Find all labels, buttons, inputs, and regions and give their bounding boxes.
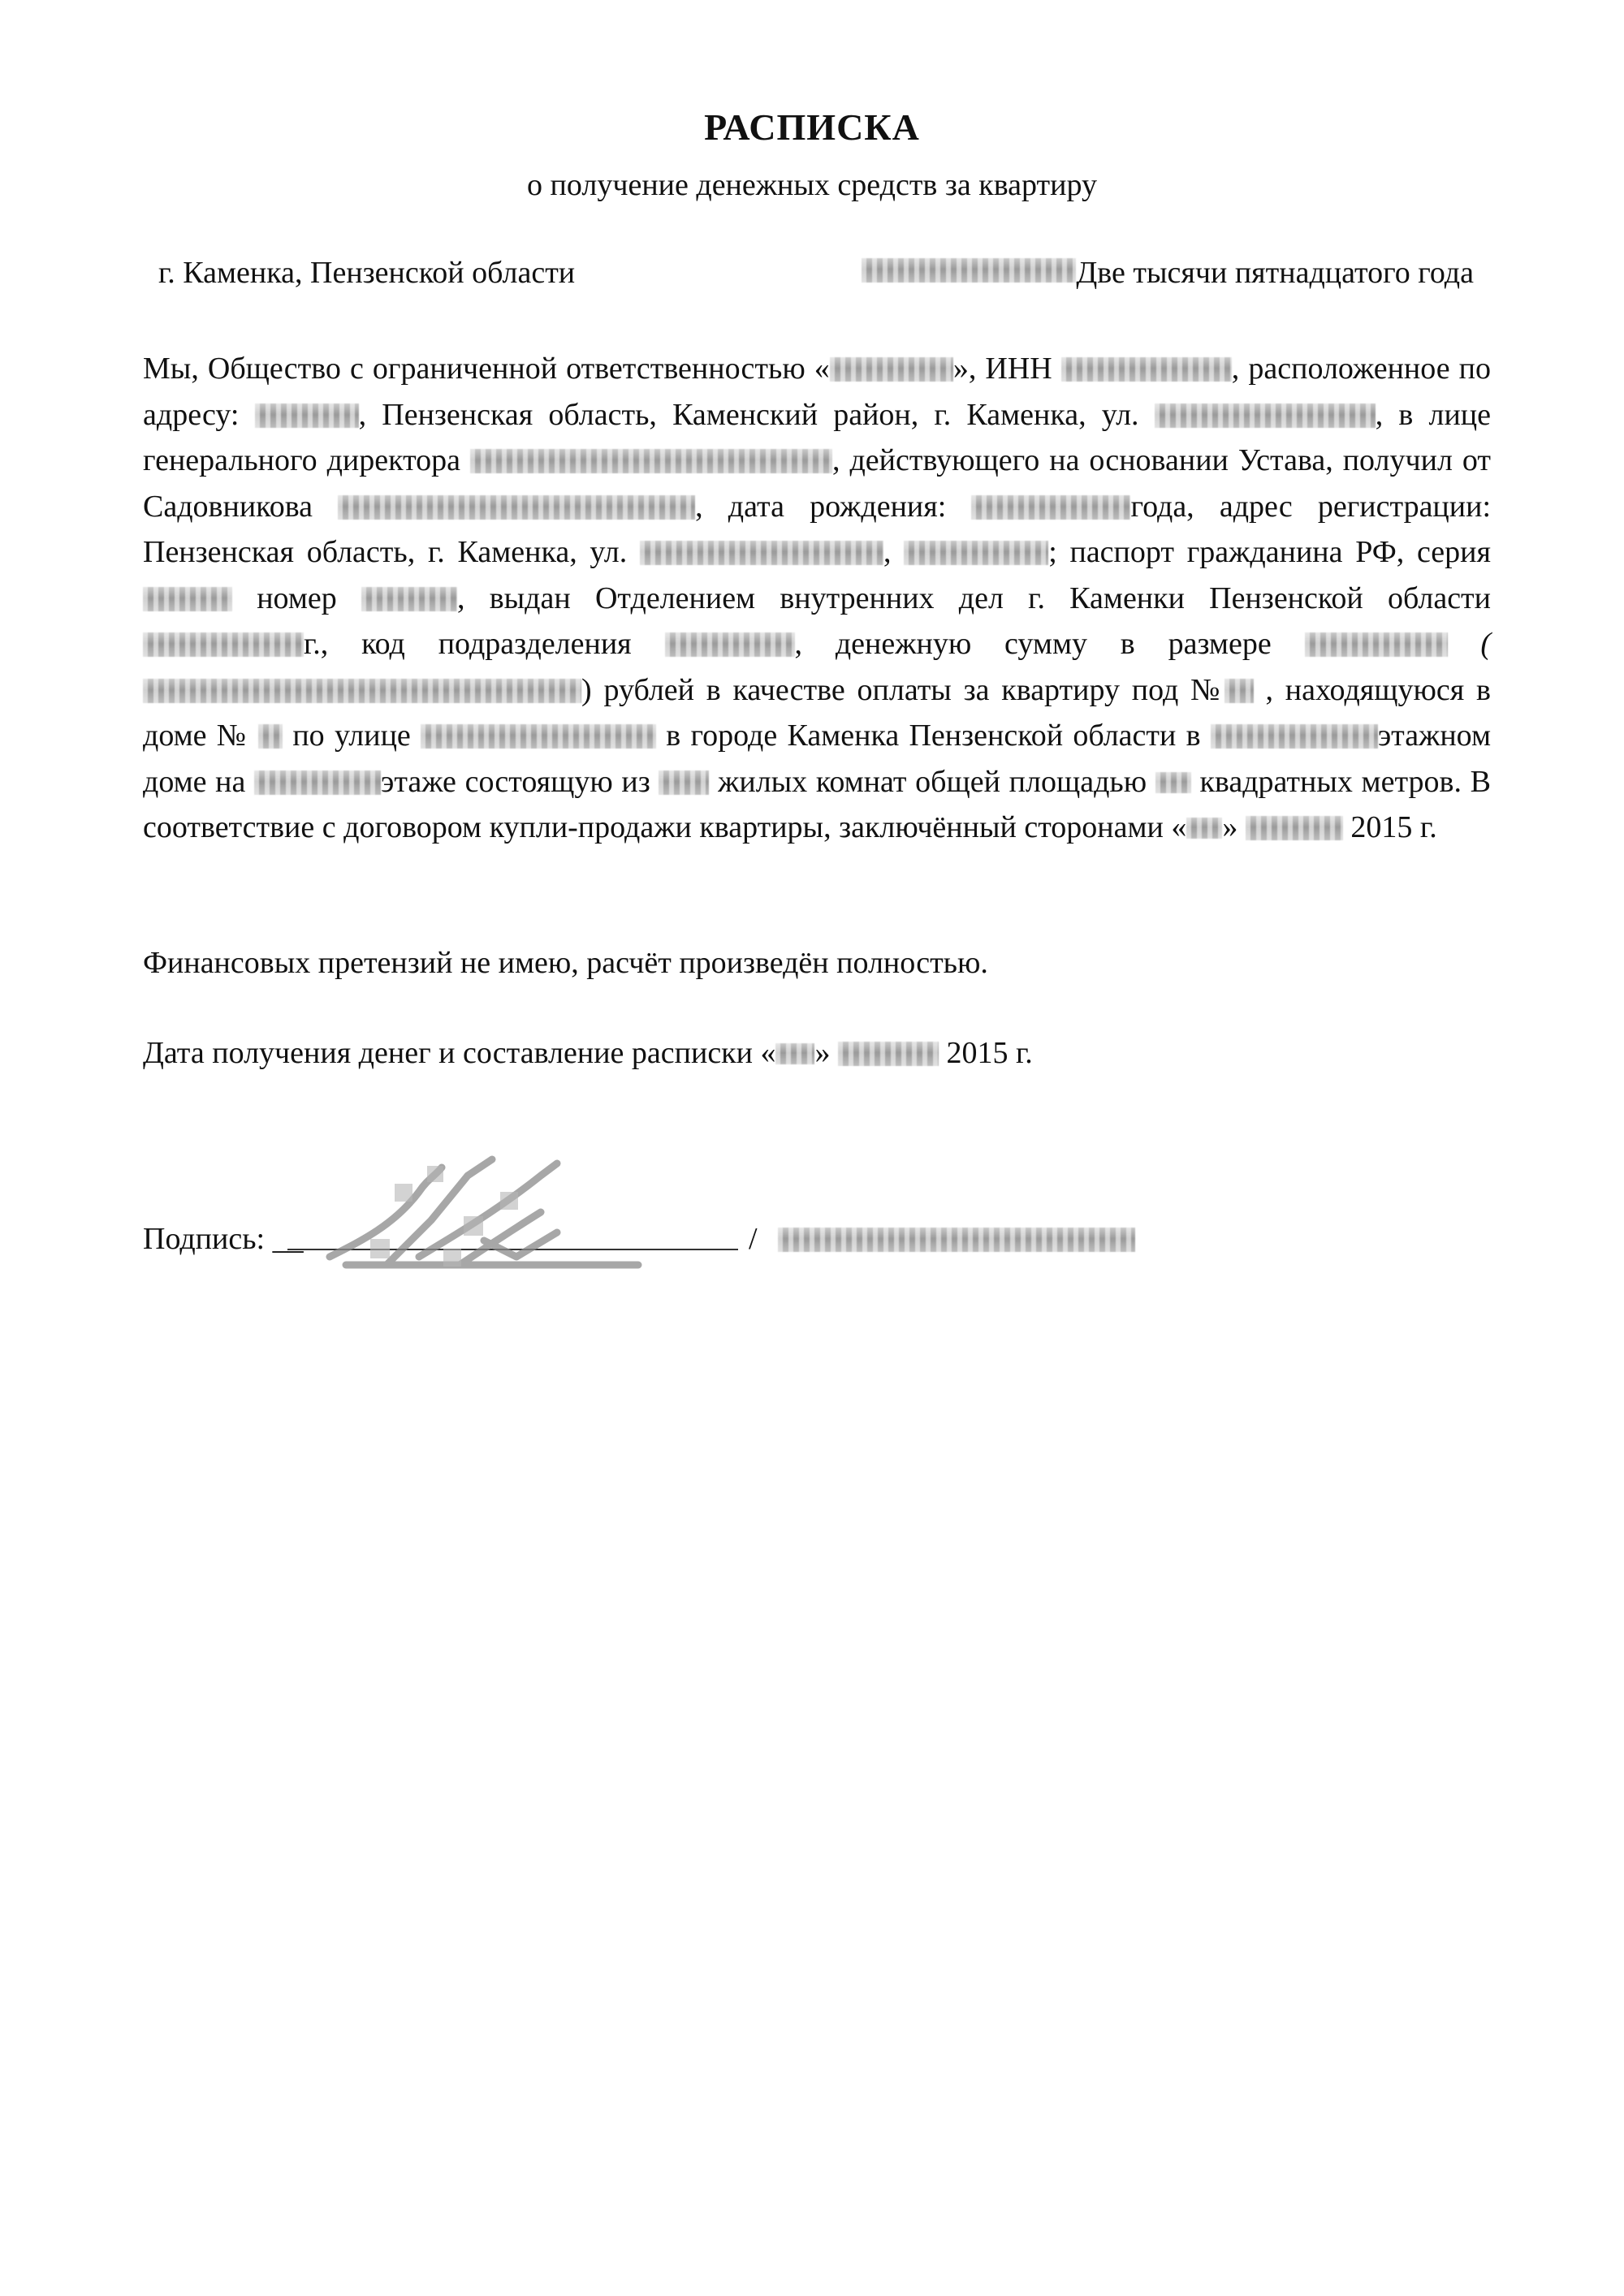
- body-text: ) рублей в качестве оплаты за квартиру под №: [581, 672, 1224, 707]
- sum-open-paren: (: [1447, 627, 1491, 661]
- body-text: , дата рождения:: [695, 489, 972, 524]
- body-text: , находящуюся в доме №: [143, 672, 1491, 753]
- redacted-signatory-name: [778, 1228, 1135, 1252]
- body-text: г., код подразделения: [304, 627, 665, 661]
- document-subtitle: о получение денежных средств за квартиру: [527, 168, 1097, 202]
- redacted-division-code: [665, 632, 795, 657]
- body-text: , выдан Отделением внутренних дел г. Каменки Пензенской области: [456, 580, 1492, 615]
- body-text: 2015 г.: [1342, 810, 1437, 844]
- receipt-date-mid: »: [814, 1036, 838, 1070]
- redacted-room-count: [659, 770, 709, 795]
- redacted-sum-words: [143, 679, 581, 703]
- claims-statement: Финансовых претензий не имею, расчёт произведён полностью.: [143, 946, 988, 980]
- redacted-street-name: [421, 724, 656, 749]
- redacted-sum-digits: [1305, 632, 1448, 657]
- redacted-person-name: [338, 495, 695, 520]
- body-text: , действующего на основании Устава, получил от Садовникова: [143, 443, 1491, 524]
- receipt-date-line: [143, 1035, 1033, 1071]
- body-text: жилых комнат общей площадью: [709, 764, 1155, 799]
- place-text: г. Каменка, Пензенской области: [158, 256, 576, 290]
- body-text: этаже состоящую из: [381, 764, 659, 799]
- redacted-inn: [1061, 357, 1232, 382]
- redacted-receipt-month: [838, 1042, 939, 1066]
- redacted-postal-code: [255, 404, 359, 428]
- body-text: квадратных метров. В соответствие с договором купли-продажи квартиры, заключённый сторонами «: [143, 764, 1491, 844]
- body-text: номер: [232, 580, 361, 615]
- redacted-area: [1155, 772, 1191, 793]
- body-text: ,: [883, 535, 905, 569]
- body-text: года, адрес регистрации: Пензенская область, г. Каменка, ул.: [143, 489, 1491, 569]
- redacted-contract-month: [1246, 816, 1343, 840]
- body-text: Мы, Общество с ограниченной ответственностью «: [143, 352, 830, 386]
- redacted-director-name: [470, 449, 832, 473]
- redacted-apartment-number: [1224, 679, 1254, 703]
- redacted-passport-series: [143, 587, 232, 611]
- redacted-building-floors: [1211, 724, 1378, 749]
- body-text: », ИНН: [952, 352, 1061, 386]
- body-text: этажном доме на: [143, 719, 1491, 799]
- redacted-contract-day: [1186, 818, 1222, 839]
- body-text: , Пензенская область, Каменский район, г. Каменка, ул.: [358, 397, 1155, 432]
- receipt-date-suffix: 2015 г.: [938, 1036, 1033, 1070]
- redacted-registration-street: [640, 541, 883, 565]
- body-text: , денежную сумму в размере: [794, 627, 1305, 661]
- body-text: , в лице генерального директора: [143, 397, 1491, 477]
- receipt-date-prefix: Дата получения денег и составление расписки «: [143, 1036, 776, 1070]
- place-date-line: [158, 255, 1474, 291]
- body-text: ; паспорт гражданина РФ, серия: [1048, 535, 1491, 569]
- receipt-body-paragraph: [143, 346, 1491, 851]
- signature-scribble: [297, 1143, 752, 1281]
- body-text: по улице: [283, 719, 421, 753]
- redacted-issue-date: [143, 632, 304, 657]
- redacted-house-number: [258, 724, 283, 749]
- body-text: , расположенное по адресу:: [143, 352, 1491, 432]
- document-title: РАСПИСКА: [704, 106, 920, 148]
- body-text: »: [1222, 810, 1246, 844]
- date-text: Две тысячи пятнадцатого года: [1076, 256, 1474, 290]
- signature-label: Подпись: __: [143, 1222, 304, 1256]
- redacted-apartment: [904, 541, 1048, 565]
- redacted-passport-number: [361, 587, 457, 611]
- date-group: [862, 255, 1474, 291]
- redacted-company-street: [1155, 404, 1376, 428]
- redacted-date: [862, 258, 1076, 283]
- signature-block: [143, 1208, 1280, 1281]
- redacted-company-name: [830, 357, 953, 382]
- redacted-floor: [254, 770, 381, 795]
- signature-slash: /: [749, 1222, 758, 1256]
- redacted-birth-date: [971, 495, 1130, 520]
- body-text: в городе Каменка Пензенской области в: [656, 719, 1211, 753]
- redacted-receipt-day: [775, 1043, 814, 1064]
